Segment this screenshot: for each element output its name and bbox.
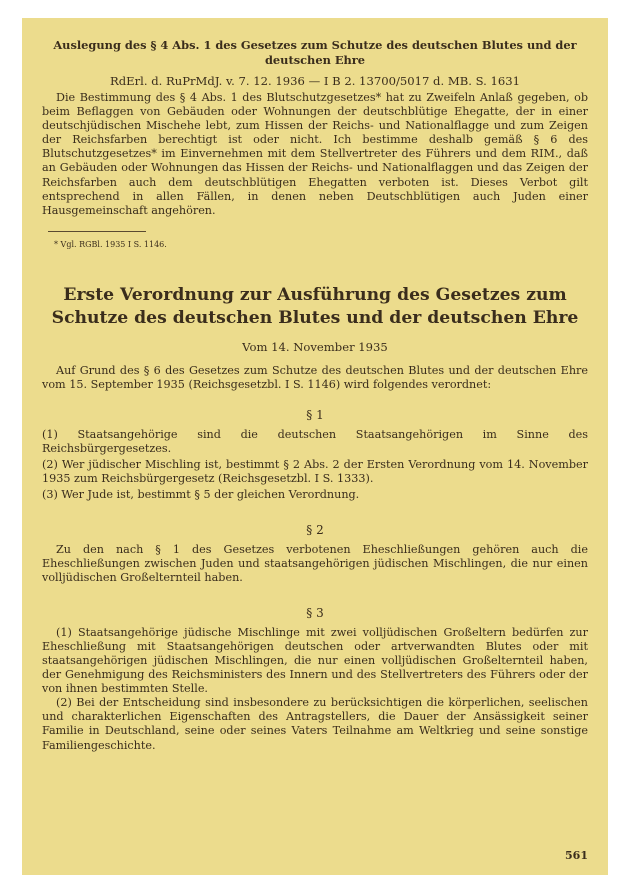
section-1-heading: § 1 <box>306 408 324 423</box>
section-3-item: (2) Bei der Entscheidung sind insbesondere zu berücksichtigen die körperlichen, seelischen und charakterlichen Eigenschaften des Antragstellers, die Dauer der Ansässigkeit seiner Familie in Deutschland, seine oder seines Vaters Teilnahme am Weltkrieg und seine sonstige Familiengeschichte. <box>42 696 588 752</box>
ordinance-title: Erste Verordnung zur Ausführung des Gesetzes zum Schutze des deutschen Blutes und der deutschen Ehre <box>51 284 579 328</box>
page-number: 561 <box>565 849 588 862</box>
footnote-divider <box>48 231 146 232</box>
interpretation-text: Die Bestimmung des § 4 Abs. 1 des Blutschutzgesetzes* hat zu Zweifeln Anlaß gegeben, ob beim Beflaggen von Gebäuden oder Wohnungen der deutschblütige Ehegatte, der in einer deutschjüdischen Mischehe lebt, zum Hissen der Reichs- und Nationalflagge und zum Zeigen der Reichsfarben berechtigt ist oder nicht. Ich bestimme deshalb gemäß § 6 des Blutschutzgesetzes* im Einvernehmen mit dem Stellvertreter des Führers und dem RIM., daß an Gebäuden oder Wohnungen das Hissen der Reichs- und Nationalflaggen und das Zeigen der Reichsfarben auch dem deutschblütigen Ehegatten verboten ist. Dieses Verbot gilt entsprechend in allen Fällen, in denen neben Deutschblütigen auch Juden einer Hausgemeinschaft angehören. <box>42 91 588 217</box>
section-1-item: (1) Staatsangehörige sind die deutschen Staatsangehörigen im Sinne des Reichsbürgergesetzes. <box>42 428 588 456</box>
ordinance-date: Vom 14. November 1935 <box>242 339 388 354</box>
interpretation-title: Auslegung des § 4 Abs. 1 des Gesetzes zum Schutze des deutschen Blutes und der deutschen Ehre <box>53 38 577 67</box>
document-page <box>22 18 608 875</box>
section-3-item: (1) Staatsangehörige jüdische Mischlinge mit zwei volljüdischen Großeltern bedürfen zur Eheschließung mit Staatsangehörigen deutschen oder artverwandten Blutes oder mit staatsangehörigen jüdischen Mischlingen, die nur einen volljüdischen Großelternteil haben, der Genehmigung des Reichsministers des Innern und des Stellvertreters des Führers oder der von ihnen bestimmten Stelle. <box>42 625 588 696</box>
ordinance-intro: Auf Grund des § 6 des Gesetzes zum Schutze des deutschen Blutes und der deutschen Ehre vom 15. September 1935 (Reichsgesetzbl. I S. 1146) wird folgendes verordnet: <box>42 363 588 391</box>
section-1-item: (2) Wer jüdischer Mischling ist, bestimmt § 2 Abs. 2 der Ersten Verordnung vom 14. November 1935 zum Reichsbürgergesetz (Reichsgesetzbl. I S. 1333). <box>42 458 588 486</box>
footnote: * Vgl. RGBl. 1935 I S. 1146. <box>54 239 167 249</box>
section-2-text: Zu den nach § 1 des Gesetzes verbotenen Eheschließungen gehören auch die Eheschließungen zwischen Juden und staatsangehörigen jüdischen Mischlingen, die nur einen volljüdischen Großelternteil haben. <box>42 542 588 584</box>
decree-reference: RdErl. d. RuPrMdJ. v. 7. 12. 1936 — I B 2. 13700/5017 d. MB. S. 1631 <box>109 74 520 88</box>
section-3-heading: § 3 <box>306 605 324 620</box>
section-2-heading: § 2 <box>306 522 324 537</box>
section-1-item: (3) Wer Jude ist, bestimmt § 5 der gleichen Verordnung. <box>42 488 360 502</box>
